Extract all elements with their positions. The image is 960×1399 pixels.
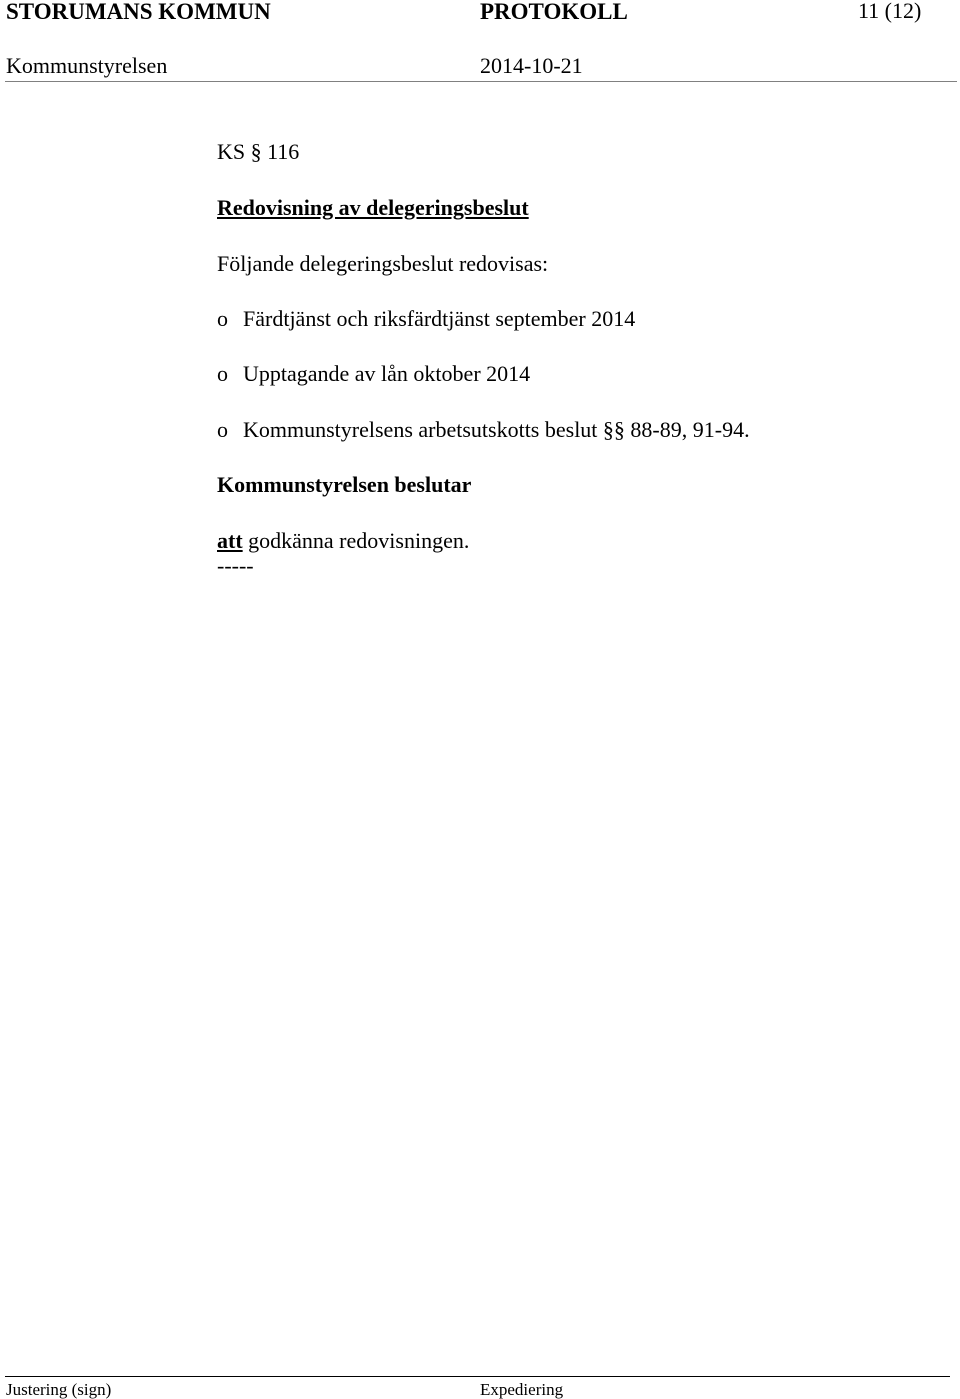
list-item-text: Kommunstyrelsens arbetsutskotts beslut §§ 88-89, 91-94. [243,417,750,442]
signature-label: Justering (sign) [6,1380,112,1399]
bullet-marker: o [217,306,228,331]
end-marker: ----- [217,553,254,578]
page-number: 11 (12) [858,0,922,23]
header-divider [5,81,957,82]
decision-att-keyword: att [217,528,243,553]
case-number: KS § 116 [217,139,300,164]
decision-body: godkänna redovisningen. [242,528,470,553]
decision-heading: Kommunstyrelsen beslutar [217,472,472,497]
footer-divider [5,1376,950,1377]
document-type: PROTOKOLL [480,0,628,24]
bullet-marker: o [217,361,228,386]
list-item [217,363,530,385]
list-item [217,419,750,441]
meeting-date: 2014-10-21 [480,53,583,78]
bullet-marker: o [217,417,228,442]
dispatch-label: Expediering [480,1380,564,1399]
list-item-text: Färdtjänst och riksfärdtjänst september 2014 [243,306,636,331]
intro-text: Följande delegeringsbeslut redovisas: [217,251,549,276]
section-title: Redovisning av delegeringsbeslut [217,195,529,220]
organization-name: STORUMANS KOMMUN [6,0,271,24]
decision-text [217,530,469,552]
governing-body: Kommunstyrelsen [6,53,168,78]
list-item-text: Upptagande av lån oktober 2014 [243,361,531,386]
list-item [217,308,635,330]
